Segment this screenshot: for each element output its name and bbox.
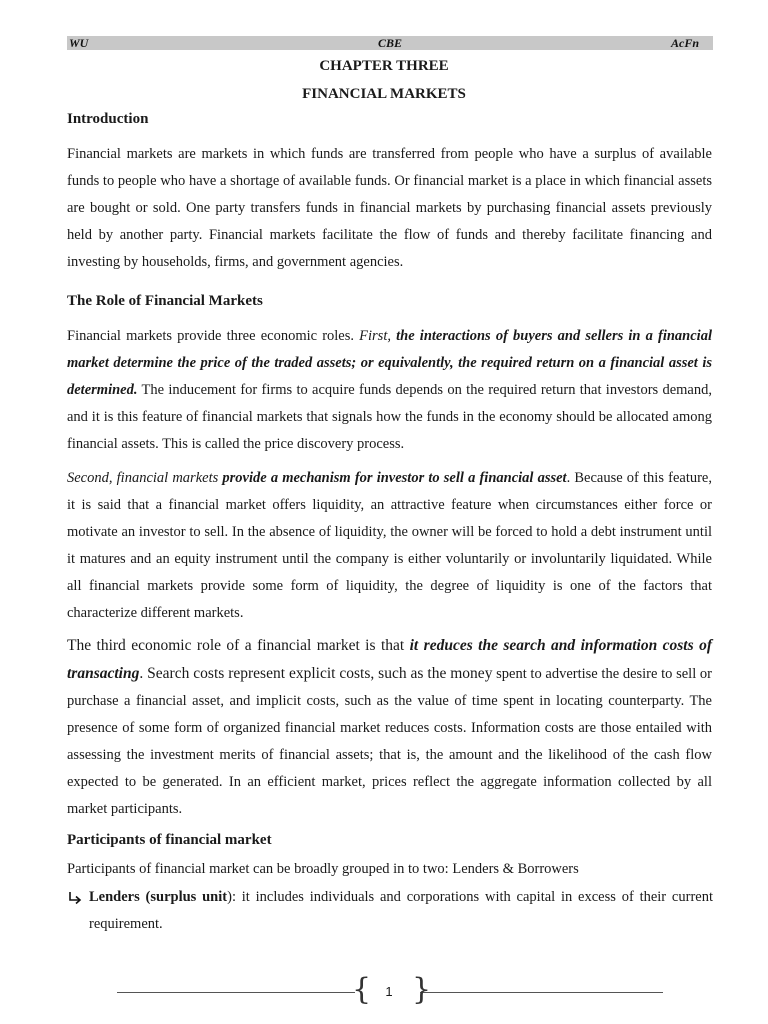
role-paragraph-second <box>67 465 712 627</box>
intro-heading: Introduction <box>67 111 149 127</box>
arrow-bullet-icon <box>67 884 85 916</box>
p2-emphasis: provide a mechanism for investor to sell a financial asset <box>222 470 567 486</box>
footer-brace-left: { <box>352 972 372 1007</box>
role-paragraph-first <box>67 323 712 458</box>
role-heading: The Role of Financial Markets <box>67 293 263 309</box>
p3-rest: spent to advertise the desire to sell or purchase a financial asset, and implicit costs, such as the value of time spent in locating counterparty. The presence of some form of organized financial market reduces costs. Information costs are those entailed with assessing the investment merits of financial assets; that is, the amount and the likelihood of the cash flow expected to be generated. In an efficient market, prices reflect the aggregate information collected by all market participants. <box>67 666 712 817</box>
list-item <box>67 884 713 938</box>
footer-rule-left <box>117 992 355 993</box>
p3-lead: The third economic role of a financial market is that <box>67 637 410 654</box>
p1-lead: Financial markets provide three economic roles. <box>67 328 360 344</box>
footer-brace-right: } <box>412 972 432 1007</box>
lenders-label: Lenders (surplus unit <box>89 889 228 905</box>
participants-heading: Participants of financial market <box>67 832 272 848</box>
lenders-text: ): it includes individuals and corporations with capital in excess of their current requirement. <box>89 889 713 932</box>
p3-emphasis: it reduces the search and information costs of transacting <box>67 637 712 682</box>
header-left: WU <box>69 36 89 50</box>
p1-emphasis: the interactions of buyers and sellers in a financial market determine the price of the traded assets; or equivalently, the required return on a financial asset is determined. <box>67 328 712 398</box>
p3-mid: . Search costs represent explicit costs, such as the money <box>139 665 493 682</box>
page-number: 1 <box>385 984 393 999</box>
role-paragraph-third <box>67 632 712 823</box>
p2-rest: . Because of this feature, it is said that a financial market offers liquidity, an attractive feature when circumstances either force or motivate an investor to sell. In the absence of liquidity, the owner will be forced to hold a debt instrument until it matures and an equity instrument until the company is either voluntarily or involuntarily liquidated. While all financial markets provide some form of liquidity, the degree of liquidity is one of the factors that characterize different markets. <box>67 470 712 621</box>
header-center: CBE <box>377 36 402 50</box>
chapter-title: FINANCIAL MARKETS <box>302 86 466 102</box>
participants-intro: Participants of financial market can be broadly grouped in to two: Lenders & Borrowers <box>67 861 579 877</box>
p1-first-word: First, <box>359 328 397 344</box>
intro-paragraph: Financial markets are markets in which funds are transferred from people who have a surplus of available funds to people who have a shortage of available funds. Or financial market is a place in which financial assets are bought or sold. One party transfers funds in financial markets by purchasing financial assets previously held by another party. Financial markets facilitate the flow of funds and thereby facilitate financing and investing by households, firms, and government agencies. <box>67 146 712 270</box>
footer-rule-right <box>420 992 663 993</box>
header-right: AcFn <box>670 36 699 50</box>
chapter-number: CHAPTER THREE <box>319 58 449 74</box>
p2-lead: Second, financial markets <box>67 470 223 486</box>
page-header-bar <box>67 36 713 50</box>
p1-rest: The inducement for firms to acquire funds depends on the required return that investors demand, and it is this feature of financial markets that signals how the funds in the economy should be allocated among financial assets. This is called the price discovery process. <box>67 382 712 452</box>
